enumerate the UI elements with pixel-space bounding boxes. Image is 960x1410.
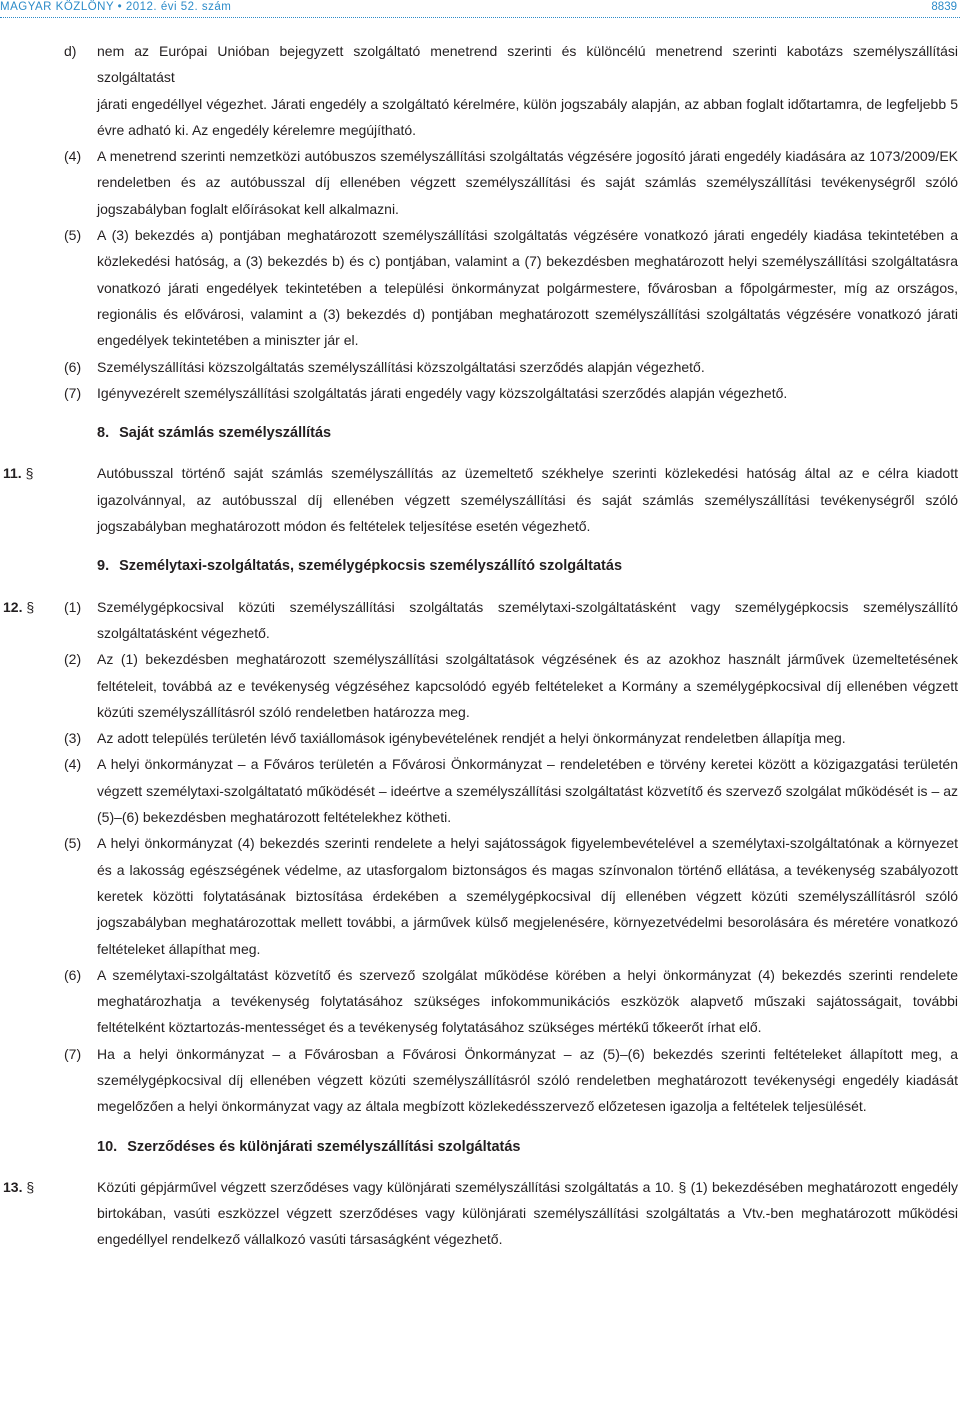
section-number [3,1174,34,1200]
header-rule [0,17,960,18]
paragraph-text: Személyszállítási közszolgáltatás személyszállítási közszolgáltatási szerződés alapján végezhető. [97,358,705,375]
paragraph-label: (5) [64,227,82,244]
paragraph-label: (5) [64,835,82,852]
heading-number: 10. [97,1138,118,1155]
document-body [0,38,960,1253]
heading-title: Szerződéses és különjárati személyszállítási szolgáltatás [127,1138,521,1155]
section-symbol: § [26,1178,35,1195]
paragraph-label: (7) [64,384,82,401]
paragraph-text: A menetrend szerinti nemzetközi autóbuszos személyszállítási szolgáltatás végzésére jogosító járati engedély kiadására az 1073/2009/EK rendeletben és az autóbusszal díj ellenében végzett személyszállítási és saját számlás személyszállítási tevékenységről szóló jogszabályban foglalt előírásokat kell alkalmazni. [97,148,958,217]
section-symbol: § [26,598,35,615]
paragraph-12-5 [0,830,960,961]
section-number-text: 11. [3,465,22,482]
section-number-text: 12. [3,598,23,615]
paragraph-label: (2) [64,651,82,668]
paragraph-5 [0,222,960,353]
paragraph-text: A személytaxi-szolgáltatást közvetítő és szervező szolgálat működése körében a helyi önkormányzat (4) bekezdés szerinti rendelete meghatározhatja a tevékenység folytatásához szükséges infokommunikációs eszközök alapvető műszaki sajátosságait, további feltételként köztartozás-mentességet és a tevékenység folytatásához szükséges mértékű tőkeerőt írhat elő. [97,966,958,1036]
paragraph-text: Személygépkocsival közúti személyszállítási szolgáltatás személytaxi-szolgáltatásként vagy személygépkocsis személyszállító szolgáltatásként végezhető. [97,598,958,641]
paragraph-6 [0,354,960,380]
paragraph-text: Igényvezérelt személyszállítási szolgáltatás járati engedély vagy közszolgáltatási szerződés alapján végezhető. [97,384,788,401]
paragraph-label: (4) [64,756,82,773]
paragraph-label: (6) [64,966,82,983]
heading-title: Saját számlás személyszállítás [119,425,332,442]
paragraph-label: (1) [64,598,82,615]
paragraph-label: (4) [64,148,82,165]
paragraph-text: A helyi önkormányzat – a Főváros területén a Fővárosi Önkormányzat – rendeletében e törvény keretei között a közigazgatási területén végzett személytaxi-szolgáltatató működését – ideértve a személyszállítási szolgáltatást közvetítő és szervező szolgálat működését is – az (5)–(6) bekezdésben meghatározott feltételekhez kötheti. [97,756,958,826]
section-heading-10 [0,1134,960,1160]
item-text: nem az Európai Unióban bejegyzett szolgáltató menetrend szerinti és különcélú menetrend szerinti kabotázs személyszállítási szolgáltatást [97,43,958,86]
paragraph-12-4 [0,751,960,830]
paragraph-12-2 [0,646,960,725]
section-number [3,460,33,486]
section-text: Autóbusszal történő saját számlás személyszállítás az üzemeltető székhelye szerinti közlekedési hatóság által az e célra kiadott igazolvánnyal, az autóbusszal díj ellenében végzett személyszállítási és saját számlás személyszállítási tevékenységről szóló jogszabályban meghatározott módon és feltételek teljesítése esetén végezhető. [97,465,958,535]
section-13 [0,1174,960,1253]
paragraph-text: Ha a helyi önkormányzat – a Fővárosban a Fővárosi Önkormányzat – az (5)–(6) bekezdés szerinti feltételeket állapított meg, a személygépkocsival díj ellenében végzett közúti személyszállításról szóló rendeletben meghatározott tevékenységi engedély kiadását megelőzően a helyi önkormányzat vagy az általa megbízott közlekedésszervező előzetesen igazolja a feltételek teljesülését. [97,1045,958,1115]
heading-number: 9. [97,558,110,575]
item-label: d) [64,43,77,59]
heading-title: Személytaxi-szolgáltatás, személygépkocsis személyszállító szolgáltatás [119,558,623,575]
section-heading-8 [0,420,960,446]
paragraph-label: (3) [64,730,82,747]
section-12 [0,594,960,1120]
paragraph-4 [0,143,960,222]
section-11 [0,460,960,539]
page-number: 8839 [931,1,957,13]
section-number-text: 13. [3,1178,23,1195]
paragraph-text: Az adott település területén lévő taxiállomások igénybevételének rendjét a helyi önkormányzat rendeletben állapítja meg. [97,730,846,747]
paragraph-text: Az (1) bekezdésben meghatározott személyszállítási szolgáltatások végzésének és az azokhoz használt járművek üzemeltetésének feltételeit, továbbá az e tevékenység végzéséhez kapcsolódó egyéb feltételeket a Kormány a személygépkocsival díj ellenében végzett közúti személyszállításról szóló rendeletben határozza meg. [97,651,958,720]
section-heading-9 [0,553,960,579]
section-text: Közúti gépjárművel végzett szerződéses vagy különjárati személyszállítási szolgáltatás a 10. § (1) bekezdésében meghatározott engedély birtokában, vasúti eszközzel végzett szerződéses vagy különjárati személyszállítási szolgáltatás a Vtv.-ben meghatározott működési engedéllyel rendelkező vállalkozó vasúti társaságként végezhető. [97,1178,958,1248]
paragraph-12-6 [0,962,960,1041]
publication-title: MAGYAR KÖZLÖNY • 2012. évi 52. szám [0,1,232,13]
paragraph-12-7 [0,1041,960,1120]
list-item-d [0,38,960,91]
paragraph-text: A helyi önkormányzat (4) bekezdés szerinti rendelete a helyi sajátosságok figyelembevételével a személytaxi-szolgáltatónak a környezet és a lakosság egészségének védelme, az utasforgalom biztonságos és magas színvonalon történő ellátása, a tevékenység szabályozott keretek közötti folytatásának biztosítása érdekében a személygépkocsival díj ellenében végzett közúti személyszállításról szóló jogszabályban meghatározottak mellett további, a járművek külső megjelenésére, környezetvédelmi besorolására és méretére vonatkozó feltételeket állapíthat meg. [97,835,958,957]
item-continuation: járati engedéllyel végezhet. Járati engedély a szolgáltató kérelmére, külön jogszabály alapján, az abban foglalt időtartamra, de legfeljebb 5 évre adható ki. Az engedély kérelemre megújítható. [97,95,958,138]
paragraph-label: (7) [64,1045,82,1062]
page-header [0,0,960,14]
paragraph-12-3 [0,725,960,751]
paragraph-label: (6) [64,358,82,375]
paragraph-12-1 [0,594,960,647]
section-symbol: § [25,465,34,482]
paragraph-text: A (3) bekezdés a) pontjában meghatározott személyszállítási szolgáltatás végzésére vonatkozó járati engedély kiadása tekintetében a közlekedési hatóság, a (3) bekezdés b) és c) pontjában, valamint a (7) bekezdésben meghatározott helyi személyszállítási szolgáltatásra vonatkozó járati engedélyek tekintetében a települési önkormányzat polgármestere, fővárosban a főpolgármester, míg az országos, regionális és elővárosi, valamint a (3) bekezdés d) pontjában meghatározott személyszállítási szolgáltatás végzésére vonatkozó járati engedélyek tekintetében a miniszter jár el. [97,227,958,349]
heading-number: 8. [97,425,110,442]
paragraph-7 [0,380,960,406]
